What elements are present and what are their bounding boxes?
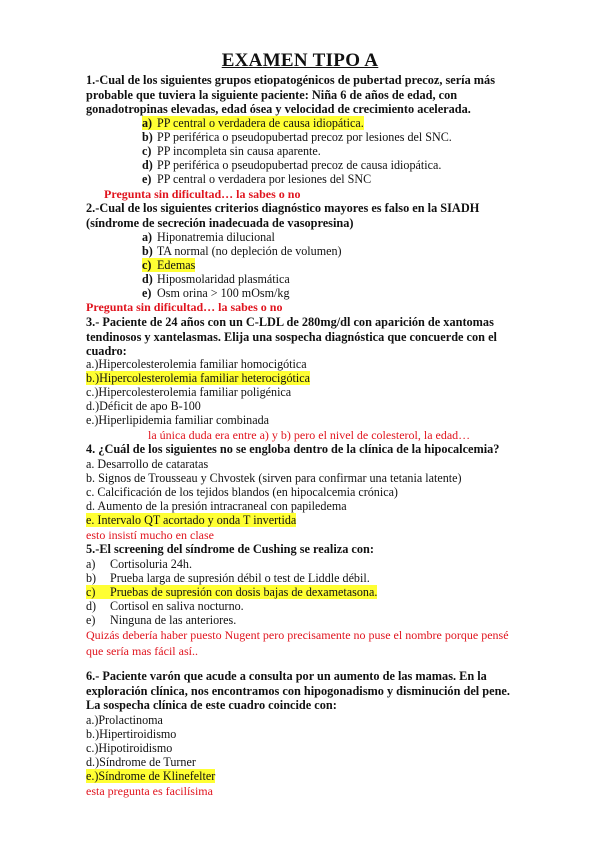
q5-comment: Quizás debería haber puesto Nugent pero precisamente no puse el nombre porque pensé que sería mas fácil así.. [86,628,509,658]
question-3: 3.- Paciente de 24 años con un C-LDL de 280mg/dl con aparición de xantomas tendinosos y xantelasmas. Elija una sospecha diagnóstica que concuerde con el cuadro: [86,315,497,359]
question-6: 6.- Paciente varón que acude a consulta por un aumento de las mamas. En la exploración clínica, nos encontramos con hipogonadismo y disminución del pene. La sospecha clínica de este cuadro coincide con: [86,669,510,713]
q2-option-d: d) Hiposmolaridad plasmática [142,272,290,286]
q2-option-e: e) Osm orina > 100 mOsm/kg [142,286,290,300]
q4-option-b: b. Signos de Trousseau y Chvostek (sirven para confirmar una tetania latente) [86,471,462,485]
q4-option-c: c. Calcificación de los tejidos blandos (en hipocalcemia crónica) [86,485,398,499]
q2-option-a: a) Hiponatremia dilucional [142,230,275,244]
q6-option-d: d.)Síndrome de Turner [86,755,196,769]
q4-comment: esto insistí mucho en clase [86,528,214,542]
q3-option-e: e.)Hiperlipidemia familiar combinada [86,413,270,427]
q5-option-b: b) Prueba larga de supresión débil o test de Liddle débil. [86,571,370,585]
question-1: 1.-Cual de los siguientes grupos etiopatogénicos de pubertad precoz, sería más probable que tuviera la siguiente paciente: Niña 6 de años de edad, con gonadotropinas elevadas, edad ósea y velocidad de crecimiento acelerada. [86,73,495,117]
q5-option-a: a) Cortisoluria 24h. [86,557,192,571]
q1-option-e: e) PP central o verdadera por lesiones del SNC [142,172,372,186]
q4-option-d: d. Aumento de la presión intracraneal con papiledema [86,499,347,513]
q3-option-b: b.)Hipercolesterolemia familiar heterocigótica [86,371,310,385]
question-5: 5.-El screening del síndrome de Cushing se realiza con: [86,542,374,556]
q4-option-e: e. Intervalo QT acortado y onda T invertida [86,513,297,527]
q5-option-d: d) Cortisol en saliva nocturno. [86,599,244,613]
q3-option-c: c.)Hipercolesterolemia familiar poligénica [86,385,292,399]
q1-option-b: b) PP periférica o pseudopubertad precoz por lesiones del SNC. [142,130,452,144]
q6-option-b: b.)Hipertiroidismo [86,727,177,741]
q6-comment: esta pregunta es facilísima [86,784,213,798]
q6-option-a: a.)Prolactinoma [86,713,163,727]
q5-option-c: c) Pruebas de supresión con dosis bajas de dexametasona. [86,585,378,599]
q2-comment: Pregunta sin dificultad… la sabes o no [86,300,283,314]
question-2: 2.-Cual de los siguientes criterios diagnóstico mayores es falso en la SIADH (síndrome de secreción inadecuada de vasopresina) [86,201,480,230]
q2-option-b: b) TA normal (no depleción de volumen) [142,244,342,258]
question-4: 4. ¿Cuál de los siguientes no se engloba dentro de la clínica de la hipocalcemia? [86,442,500,456]
q5-option-e: e) Ninguna de las anteriores. [86,613,237,627]
q1-option-c: c) PP incompleta sin causa aparente. [142,144,321,158]
q3-option-d: d.)Déficit de apo B-100 [86,399,201,413]
q4-option-a: a. Desarrollo de cataratas [86,457,209,471]
q6-option-c: c.)Hipotiroidismo [86,741,173,755]
q6-option-e: e.)Síndrome de Klinefelter [86,769,216,783]
q3-comment: la única duda era entre a) y b) pero el nivel de colesterol, la edad… [148,428,471,442]
q1-option-d: d) PP periférica o pseudopubertad precoz de causa idiopática. [142,158,442,172]
q2-option-c: c) Edemas [142,258,196,272]
q1-option-a: a) PP central o verdadera de causa idiopática. [142,116,364,130]
q3-option-a: a.)Hipercolesterolemia familiar homocigótica [86,357,307,371]
page-title: EXAMEN TIPO A [221,50,379,71]
q1-comment: Pregunta sin dificultad… la sabes o no [104,187,301,201]
